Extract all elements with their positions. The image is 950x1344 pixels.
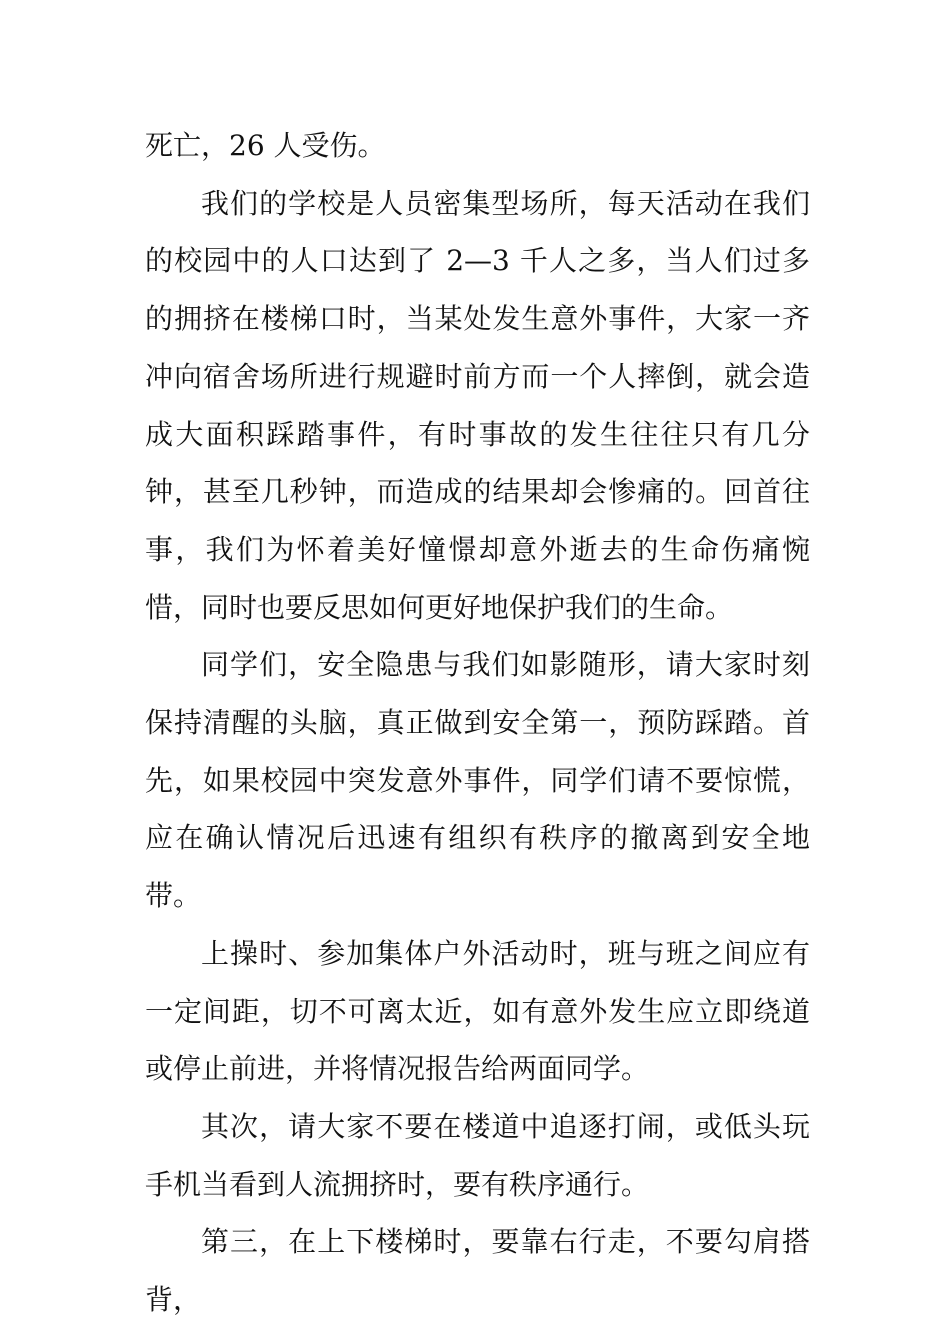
paragraph-outdoor-activities: 上操时、参加集体户外活动时，班与班之间应有一定间距，切不可离太近，如有意外发生应立即绕道或停止前进，并将情况报告给两面同学。 (145, 936, 810, 1086)
paragraph-corridor-rules: 其次，请大家不要在楼道中追逐打闹，或低头玩手机当看到人流拥挤时，要有秩序通行。 (145, 1109, 810, 1201)
paragraph-continuation: 死亡，26 人受伤。 (145, 129, 386, 162)
paragraph-school-crowding: 我们的学校是人员密集型场所，每天活动在我们的校园中的人口达到了 2—3 千人之多，当人们过多的拥挤在楼梯口时，当某处发生意外事件，大家一齐冲向宿舍场所进行规避时前方而一个人摔倒，就会造成大面积踩踏事件，有时事故的发生往往只有几分钟，甚至几秒钟，而造成的结果却会惨痛的。回首往事，我们为怀着美好憧憬却意外逝去的生命伤痛惋惜，同时也要反思如何更好地保护我们的生命。 (145, 186, 810, 624)
paragraph-stairs-rules: 第三，在上下楼梯时，要靠右行走，不要勾肩搭背， (145, 1225, 810, 1317)
paragraph-safety-first: 同学们，安全隐患与我们如影随形，请大家时刻保持清醒的头脑，真正做到安全第一，预防踩踏。首先，如果校园中突发意外事件，同学们请不要惊慌，应在确认情况后迅速有组织有秩序的撤离到安全地带。 (145, 648, 810, 913)
document-body (145, 117, 810, 1329)
